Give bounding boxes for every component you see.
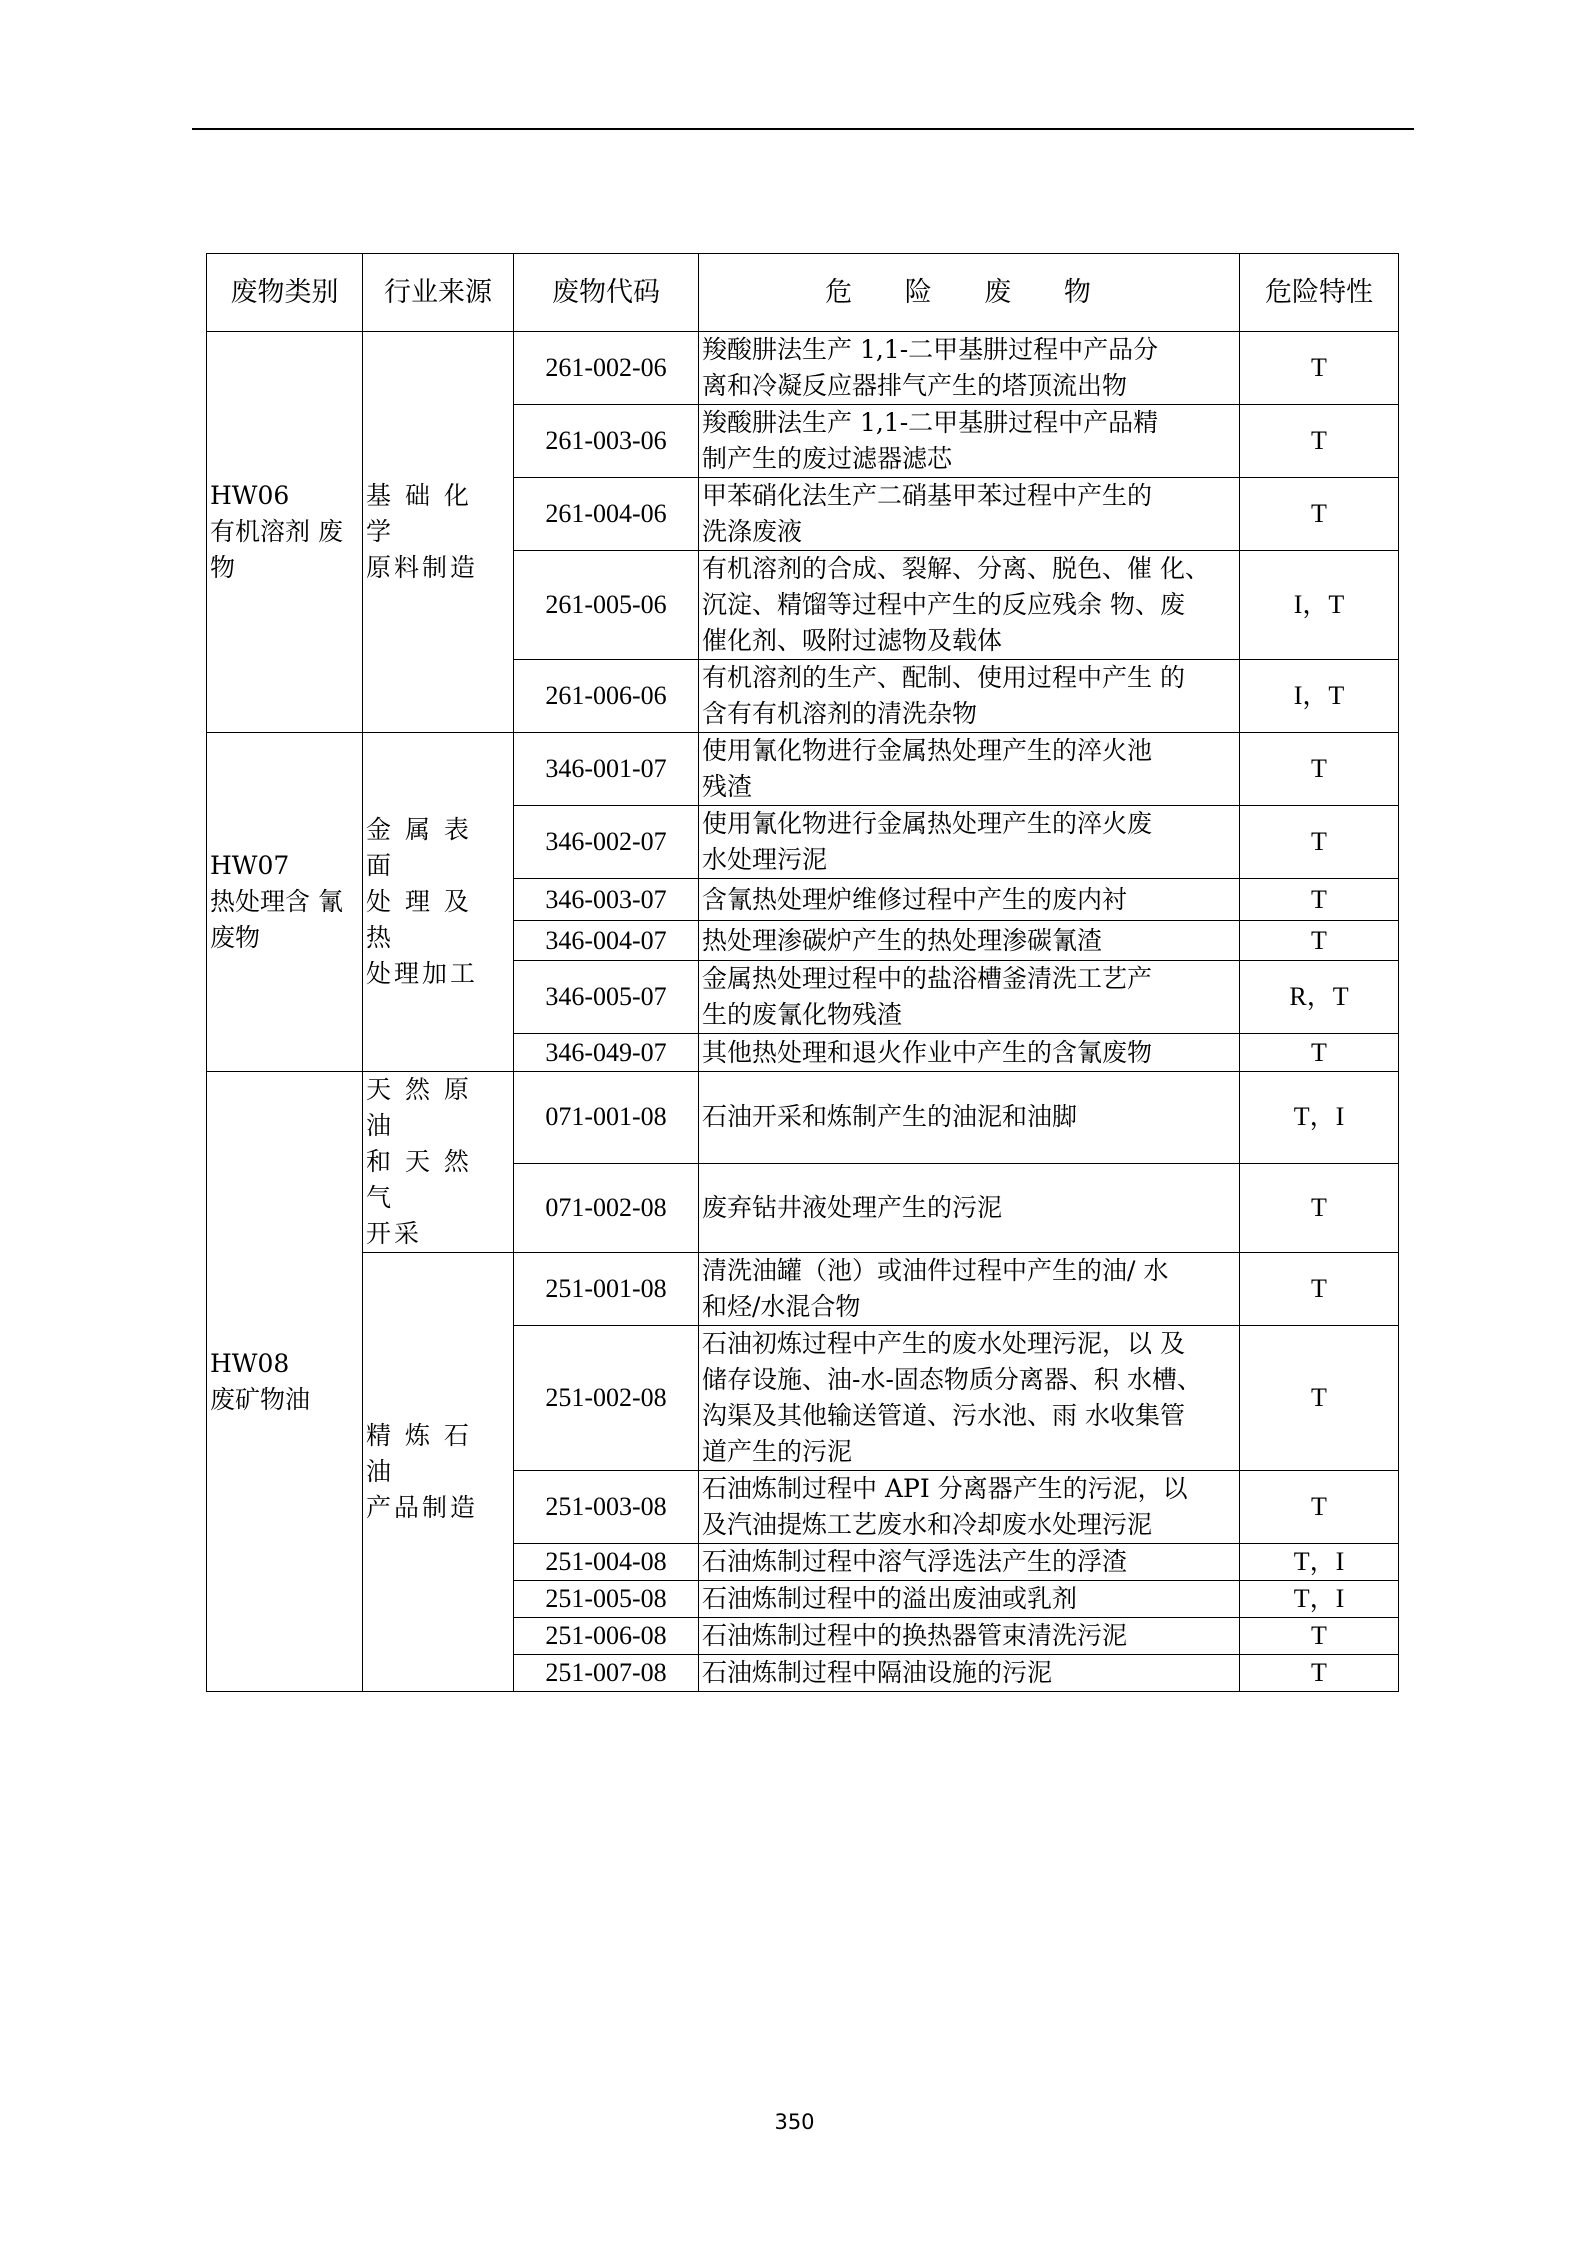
hazard-property-cell: T bbox=[1240, 1471, 1399, 1544]
hazard-property-cell: T bbox=[1240, 1163, 1399, 1252]
text-line: 含氰热处理炉维修过程中产生的废内衬 bbox=[702, 884, 1128, 914]
hazard-property-cell: R，T bbox=[1240, 961, 1399, 1034]
text-line: 水处理污泥 bbox=[702, 845, 828, 874]
waste-description-cell bbox=[699, 405, 1240, 478]
waste-description-cell bbox=[699, 1072, 1240, 1164]
text-line: 羧酸肼法生产 1,1-二甲基肼过程中产品分 bbox=[702, 335, 1159, 364]
table-row bbox=[207, 332, 1399, 405]
source-line: 原料制造 bbox=[366, 553, 479, 582]
category-line: HW08 bbox=[210, 1348, 290, 1378]
industry-source-cell bbox=[363, 733, 514, 1072]
waste-code-cell: 346-005-07 bbox=[514, 961, 699, 1034]
table-row bbox=[207, 1253, 1399, 1326]
waste-code-cell: 346-003-07 bbox=[514, 879, 699, 921]
source-line: 处 理 及 热 bbox=[366, 887, 472, 952]
industry-source-cell bbox=[363, 332, 514, 733]
hazard-property-cell: T bbox=[1240, 1253, 1399, 1326]
waste-description-cell bbox=[699, 660, 1240, 733]
header-hazardous-waste: 危 险 废 物 bbox=[699, 254, 1240, 332]
text-line: 洗涤废液 bbox=[702, 517, 803, 546]
hazard-property-cell: T bbox=[1240, 806, 1399, 879]
waste-code-cell: 251-003-08 bbox=[514, 1471, 699, 1544]
table-row bbox=[207, 1072, 1399, 1164]
text-line: 石油炼制过程中 API 分离器产生的污泥，以 bbox=[702, 1474, 1188, 1503]
waste-description-cell bbox=[699, 961, 1240, 1034]
source-line: 基 础 化 学 bbox=[366, 481, 472, 546]
hazard-property-cell: T，I bbox=[1240, 1072, 1399, 1164]
text-line: 制产生的废过滤器滤芯 bbox=[702, 444, 953, 473]
waste-description-cell bbox=[699, 1034, 1240, 1072]
text-line: 使用氰化物进行金属热处理产生的淬火池 bbox=[702, 736, 1153, 765]
waste-description-cell bbox=[699, 332, 1240, 405]
waste-description-cell bbox=[699, 1581, 1240, 1618]
industry-source-cell bbox=[363, 1253, 514, 1692]
waste-description-cell bbox=[699, 1326, 1240, 1471]
category-line: HW06 bbox=[210, 481, 290, 510]
hazard-property-cell: I，T bbox=[1240, 551, 1399, 660]
text-line: 生的废氰化物残渣 bbox=[702, 1000, 903, 1029]
category-line: 废矿物油 bbox=[210, 1384, 311, 1414]
hazard-property-cell: T bbox=[1240, 478, 1399, 551]
hazard-property-cell: T bbox=[1240, 1655, 1399, 1692]
text-line: 含有有机溶剂的清洗杂物 bbox=[702, 699, 978, 728]
text-line: 沉淀、精馏等过程中产生的反应残余 物、废 bbox=[702, 590, 1185, 619]
text-line: 石油炼制过程中的溢出废油或乳剂 bbox=[702, 1584, 1078, 1613]
text-line: 沟渠及其他输送管道、污水池、雨 水收集管 bbox=[702, 1401, 1185, 1430]
header-rule bbox=[192, 128, 1414, 130]
text-line: 石油炼制过程中的换热器管束清洗污泥 bbox=[702, 1621, 1128, 1650]
waste-code-cell: 261-005-06 bbox=[514, 551, 699, 660]
text-line: 羧酸肼法生产 1,1-二甲基肼过程中产品精 bbox=[702, 408, 1159, 437]
waste-description-cell bbox=[699, 879, 1240, 921]
industry-source-cell bbox=[363, 1072, 514, 1253]
waste-description-cell bbox=[699, 478, 1240, 551]
hazardous-waste-table bbox=[206, 253, 1399, 1692]
waste-code-cell: 071-001-08 bbox=[514, 1072, 699, 1164]
waste-code-cell: 346-049-07 bbox=[514, 1034, 699, 1072]
text-line: 离和冷凝反应器排气产生的塔顶流出物 bbox=[702, 371, 1128, 400]
source-line: 处理加工 bbox=[366, 959, 479, 988]
waste-description-cell bbox=[699, 1655, 1240, 1692]
waste-code-cell: 251-007-08 bbox=[514, 1655, 699, 1692]
waste-code-cell: 251-004-08 bbox=[514, 1544, 699, 1581]
waste-code-cell: 261-002-06 bbox=[514, 332, 699, 405]
waste-description-cell bbox=[699, 551, 1240, 660]
waste-code-cell: 251-001-08 bbox=[514, 1253, 699, 1326]
text-line: 催化剂、吸附过滤物及载体 bbox=[702, 626, 1003, 655]
text-line: 及汽油提炼工艺废水和冷却废水处理污泥 bbox=[702, 1510, 1153, 1539]
text-line: 石油初炼过程中产生的废水处理污泥，以 及 bbox=[702, 1329, 1185, 1358]
table-body bbox=[207, 332, 1399, 1692]
waste-code-cell: 261-003-06 bbox=[514, 405, 699, 478]
source-line: 产品制造 bbox=[366, 1493, 479, 1522]
source-line: 金 属 表 面 bbox=[366, 815, 472, 880]
hazard-property-cell: T bbox=[1240, 1326, 1399, 1471]
hazard-property-cell: T bbox=[1240, 1618, 1399, 1655]
table-row bbox=[207, 733, 1399, 806]
hazard-property-cell: T bbox=[1240, 879, 1399, 921]
hazard-property-cell: T bbox=[1240, 921, 1399, 961]
waste-description-cell bbox=[699, 1253, 1240, 1326]
source-line: 和 天 然 气 bbox=[366, 1147, 472, 1212]
text-line: 有机溶剂的生产、配制、使用过程中产生 的 bbox=[702, 663, 1185, 692]
waste-code-cell: 346-002-07 bbox=[514, 806, 699, 879]
text-line: 有机溶剂的合成、裂解、分离、脱色、催 化、 bbox=[702, 554, 1210, 583]
waste-category-cell bbox=[207, 733, 363, 1072]
category-line: 废物 bbox=[210, 923, 261, 952]
header-waste-category: 废物类别 bbox=[207, 254, 363, 332]
text-line: 其他热处理和退火作业中产生的含氰废物 bbox=[702, 1037, 1153, 1067]
hazard-property-cell: T bbox=[1240, 332, 1399, 405]
category-line: 物 bbox=[210, 553, 236, 582]
hazard-property-cell: T，I bbox=[1240, 1581, 1399, 1618]
text-line: 金属热处理过程中的盐浴槽釜清洗工艺产 bbox=[702, 964, 1153, 993]
category-line: 有机溶剂 废 bbox=[210, 517, 343, 546]
waste-category-cell bbox=[207, 332, 363, 733]
text-line: 储存设施、油-水-固态物质分离器、积 水槽、 bbox=[702, 1365, 1202, 1394]
hazard-property-cell: T bbox=[1240, 405, 1399, 478]
waste-code-cell: 251-002-08 bbox=[514, 1326, 699, 1471]
waste-description-cell bbox=[699, 806, 1240, 879]
text-line: 残渣 bbox=[702, 772, 753, 801]
source-line: 天 然 原 油 bbox=[366, 1075, 472, 1140]
category-line: HW07 bbox=[210, 851, 290, 880]
text-line: 热处理渗碳炉产生的热处理渗碳氰渣 bbox=[702, 925, 1103, 955]
text-line: 石油炼制过程中溶气浮选法产生的浮渣 bbox=[702, 1547, 1128, 1576]
text-line: 清洗油罐（池）或油件过程中产生的油/ 水 bbox=[702, 1256, 1169, 1285]
waste-code-cell: 251-005-08 bbox=[514, 1581, 699, 1618]
waste-code-cell: 346-001-07 bbox=[514, 733, 699, 806]
waste-description-cell bbox=[699, 1544, 1240, 1581]
text-line: 石油炼制过程中隔油设施的污泥 bbox=[702, 1658, 1053, 1687]
hazard-property-cell: T bbox=[1240, 733, 1399, 806]
page-number: 350 bbox=[774, 2110, 815, 2134]
text-line: 和烃/水混合物 bbox=[702, 1292, 861, 1321]
text-line: 道产生的污泥 bbox=[702, 1437, 853, 1466]
waste-description-cell bbox=[699, 1618, 1240, 1655]
hazard-property-cell: T，I bbox=[1240, 1544, 1399, 1581]
header-hazard-property: 危险特性 bbox=[1240, 254, 1399, 332]
waste-code-cell: 071-002-08 bbox=[514, 1163, 699, 1252]
waste-code-cell: 346-004-07 bbox=[514, 921, 699, 961]
waste-description-cell bbox=[699, 1471, 1240, 1544]
source-line: 开采 bbox=[366, 1219, 423, 1248]
table-header-row bbox=[207, 254, 1399, 332]
header-industry-source: 行业来源 bbox=[363, 254, 514, 332]
source-line: 精 炼 石 油 bbox=[366, 1421, 472, 1486]
text-line: 甲苯硝化法生产二硝基甲苯过程中产生的 bbox=[702, 481, 1153, 510]
waste-code-cell: 251-006-08 bbox=[514, 1618, 699, 1655]
waste-category-cell bbox=[207, 1072, 363, 1692]
waste-description-cell bbox=[699, 733, 1240, 806]
header-waste-code: 废物代码 bbox=[514, 254, 699, 332]
waste-description-cell bbox=[699, 1163, 1240, 1252]
text-line: 石油开采和炼制产生的油泥和油脚 bbox=[702, 1102, 1078, 1132]
text-line: 废弃钻井液处理产生的污泥 bbox=[702, 1192, 1003, 1222]
hazard-property-cell: T bbox=[1240, 1034, 1399, 1072]
category-line: 热处理含 氰 bbox=[210, 887, 343, 916]
waste-description-cell bbox=[699, 921, 1240, 961]
hazard-property-cell: I，T bbox=[1240, 660, 1399, 733]
waste-code-cell: 261-006-06 bbox=[514, 660, 699, 733]
waste-code-cell: 261-004-06 bbox=[514, 478, 699, 551]
text-line: 使用氰化物进行金属热处理产生的淬火废 bbox=[702, 809, 1153, 838]
